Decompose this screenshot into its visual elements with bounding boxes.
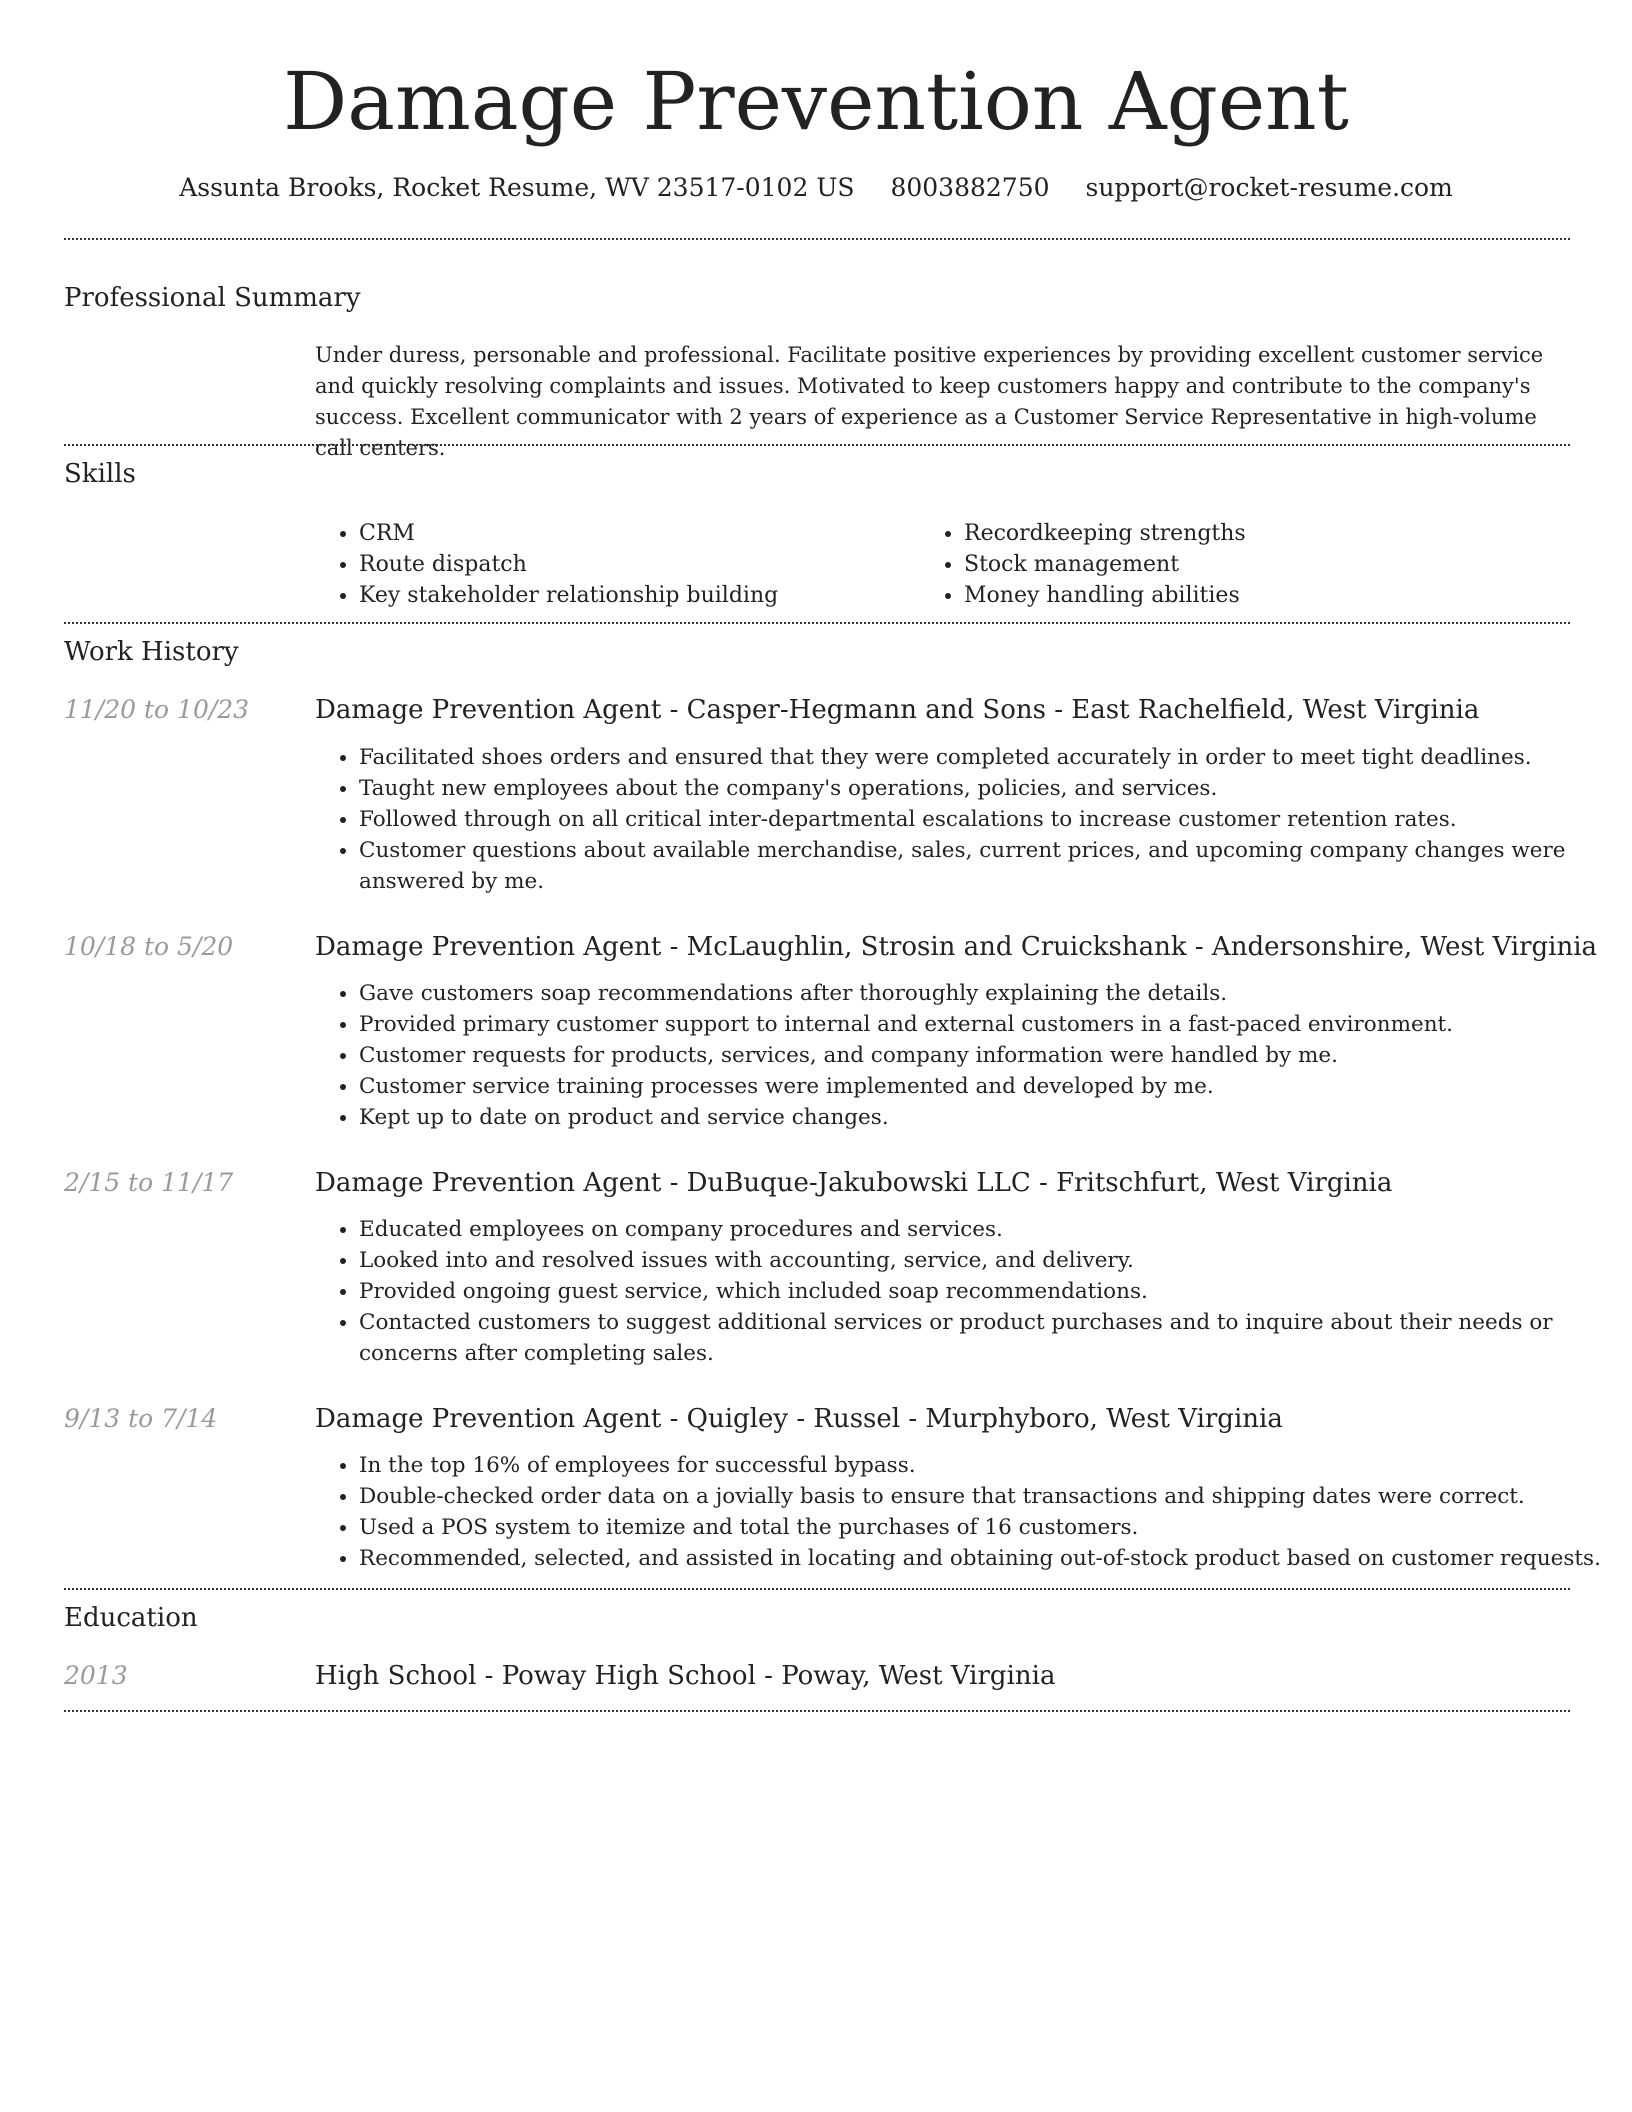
job-bullets	[315, 978, 1614, 1133]
job-dates: 10/18 to 5/20	[64, 932, 234, 961]
job-bullet: • Educated employees on company procedures and services.	[359, 1214, 1614, 1245]
job-bullet: • Contacted customers to suggest additional services or product purchases and to inquire about their needs or concerns after completing sales.	[359, 1307, 1614, 1369]
skill-item: • CRM	[359, 518, 919, 549]
job-bullets	[315, 742, 1614, 897]
job-bullet: • Customer questions about available merchandise, sales, current prices, and upcoming company changes were answered by me.	[359, 835, 1614, 897]
job-bullet: • In the top 16% of employees for successful bypass.	[359, 1450, 1614, 1481]
contact-info	[0, 170, 1632, 206]
job-title: Damage Prevention Agent - Quigley - Russel - Murphyboro, West Virginia	[315, 1404, 1283, 1434]
contact-email: support@rocket-resume.com	[1085, 173, 1453, 202]
summary-heading: Professional Summary	[64, 283, 361, 313]
skills-heading: Skills	[64, 459, 136, 489]
work-divider	[64, 1588, 1570, 1590]
job-bullet: • Customer requests for products, services, and company information were handled by me.	[359, 1040, 1614, 1071]
education-dates: 2013	[64, 1661, 128, 1690]
skill-item: • Route dispatch	[359, 549, 919, 580]
skill-item: • Recordkeeping strengths	[964, 518, 1564, 549]
job-bullet: • Used a POS system to itemize and total the purchases of 16 customers.	[359, 1512, 1614, 1543]
work-heading: Work History	[64, 637, 239, 667]
job-dates: 2/15 to 11/17	[64, 1168, 234, 1197]
education-divider	[64, 1710, 1570, 1712]
job-bullet: • Recommended, selected, and assisted in locating and obtaining out-of-stock product based on customer requests.	[359, 1543, 1614, 1574]
skills-list-left	[315, 518, 919, 611]
job-bullets	[315, 1450, 1614, 1574]
summary-divider	[64, 444, 1570, 446]
job-bullet: • Followed through on all critical inter-departmental escalations to increase customer retention rates.	[359, 804, 1614, 835]
job-bullet: • Provided primary customer support to internal and external customers in a fast-paced environment.	[359, 1009, 1614, 1040]
skills-divider	[64, 622, 1570, 624]
job-bullet: • Taught new employees about the company's operations, policies, and services.	[359, 773, 1614, 804]
resume-title: Damage Prevention Agent	[283, 55, 1349, 148]
job-bullet: • Gave customers soap recommendations after thoroughly explaining the details.	[359, 978, 1614, 1009]
skill-item: • Money handling abilities	[964, 580, 1564, 611]
skills-list-right	[920, 518, 1564, 611]
job-bullet: • Double-checked order data on a jovially basis to ensure that transactions and shipping dates were correct.	[359, 1481, 1614, 1512]
job-bullets	[315, 1214, 1614, 1369]
job-dates: 11/20 to 10/23	[64, 695, 250, 724]
contact-phone: 8003882750	[890, 173, 1050, 202]
job-bullet: • Looked into and resolved issues with accounting, service, and delivery.	[359, 1245, 1614, 1276]
skill-item: • Stock management	[964, 549, 1564, 580]
job-title: Damage Prevention Agent - McLaughlin, Strosin and Cruickshank - Andersonshire, West Virginia	[315, 932, 1598, 962]
education-heading: Education	[64, 1603, 198, 1633]
job-dates: 9/13 to 7/14	[64, 1404, 218, 1433]
job-bullet: • Facilitated shoes orders and ensured that they were completed accurately in order to meet tight deadlines.	[359, 742, 1614, 773]
job-bullet: • Customer service training processes were implemented and developed by me.	[359, 1071, 1614, 1102]
job-bullet: • Provided ongoing guest service, which included soap recommendations.	[359, 1276, 1614, 1307]
job-bullet: • Kept up to date on product and service changes.	[359, 1102, 1614, 1133]
job-title: Damage Prevention Agent - Casper-Hegmann and Sons - East Rachelfield, West Virginia	[315, 695, 1480, 725]
education-title: High School - Poway High School - Poway, West Virginia	[315, 1661, 1056, 1691]
job-title: Damage Prevention Agent - DuBuque-Jakubowski LLC - Fritschfurt, West Virginia	[315, 1168, 1393, 1198]
summary-text: Under duress, personable and professional. Facilitate positive experiences by providing excellent customer service and quickly resolving complaints and issues. Motivated to keep customers happy and contribute to the company's success. Excellent communicator with 2 years of experience as a Customer Service Representative in high-volume call centers.	[315, 343, 1544, 460]
contact-address: Assunta Brooks, Rocket Resume, WV 23517-0102 US	[179, 173, 855, 202]
header-divider	[64, 238, 1570, 240]
skill-item: • Key stakeholder relationship building	[359, 580, 919, 611]
